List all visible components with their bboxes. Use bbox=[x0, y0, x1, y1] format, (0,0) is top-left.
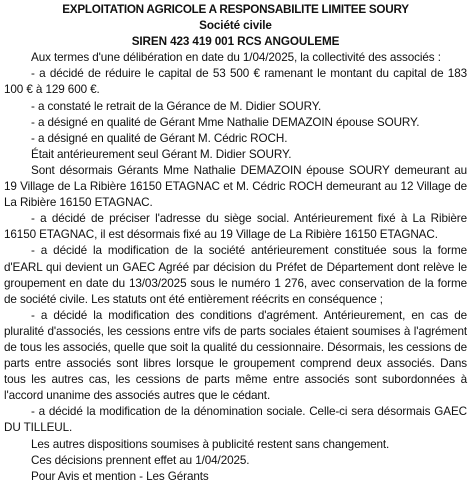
approval-conditions-paragraph: - a décidé la modification des conditions d'agrément. Antérieurement, en cas de pluralité d'associés, les cessions entre vifs de parts sociales étaient soumises à l'agrément de tous les associés, quelle que soit la qualité du cessionnaire. Désormais, les cessions de parts entre associés sont libres lorsque le groupement comprend deux associés. Dans tous les autres cas, les cessions de parts même entre associés sont subordonnées à l'accord unanime des associés autres que le cédant. bbox=[4, 308, 467, 403]
former-manager-paragraph: Était antérieurement seul Gérant M. Didier SOURY. bbox=[31, 147, 292, 161]
company-form-change-paragraph: - a décidé la modification de la société antérieurement constituée sous la forme d'EARL qui devient un GAEC Agréé par décision du Préfet de Département dont relève le groupement en date du 13/03/2025 sous le numéro 1 276, avec conservation de la forme de société civile. Les statuts ont été entièrement réécrits en conséquence ; bbox=[4, 244, 467, 306]
siren-line: SIREN 423 419 001 RCS ANGOULEME bbox=[131, 35, 340, 49]
other-provisions-paragraph: Les autres dispositions soumises à publicité restent sans changement. bbox=[31, 437, 390, 451]
intro-paragraph: Aux termes d'une délibération en date du 1/04/2025, la collectivité des associés : bbox=[31, 51, 441, 65]
company-form: Société civile bbox=[199, 19, 272, 33]
capital-reduction-paragraph: - a décidé de réduire le capital de 53 500 € ramenant le montant du capital de 183 100 € à 129 600 €. bbox=[4, 67, 467, 97]
effective-date-paragraph: Ces décisions prennent effet au 1/04/2025. bbox=[31, 453, 250, 467]
signature-line: Pour Avis et mention - Les Gérants bbox=[31, 469, 209, 483]
manager-withdrawal-paragraph: - a constaté le retrait de la Gérance de M. Didier SOURY. bbox=[31, 99, 322, 113]
company-title: EXPLOITATION AGRICOLE A RESPONSABILITE LIMITEE SOURY bbox=[62, 3, 409, 16]
manager-appointment-paragraph: - a désigné en qualité de Gérant M. Cédric ROCH. bbox=[31, 131, 288, 145]
manager-appointment-paragraph: - a désigné en qualité de Gérant Mme Nathalie DEMAZOIN épouse SOURY. bbox=[31, 115, 420, 129]
company-name-change-paragraph: - a décidé la modification de la dénomination sociale. Celle-ci sera désormais GAEC DU TILLEUL. bbox=[4, 405, 467, 435]
registered-office-paragraph: - a décidé de préciser l'adresse du siège social. Antérieurement fixé à La Ribière 16150 ETAGNAC, il est désormais fixé au 19 Village de La Ribière 16150 ETAGNAC. bbox=[4, 212, 467, 242]
current-managers-paragraph: Sont désormais Gérants Mme Nathalie DEMAZOIN épouse SOURY demeurant au 19 Village de La Ribière 16150 ETAGNAC et M. Cédric ROCH demeurant au 12 Village de La Ribière 16150 ETAGNAC. bbox=[4, 163, 467, 210]
